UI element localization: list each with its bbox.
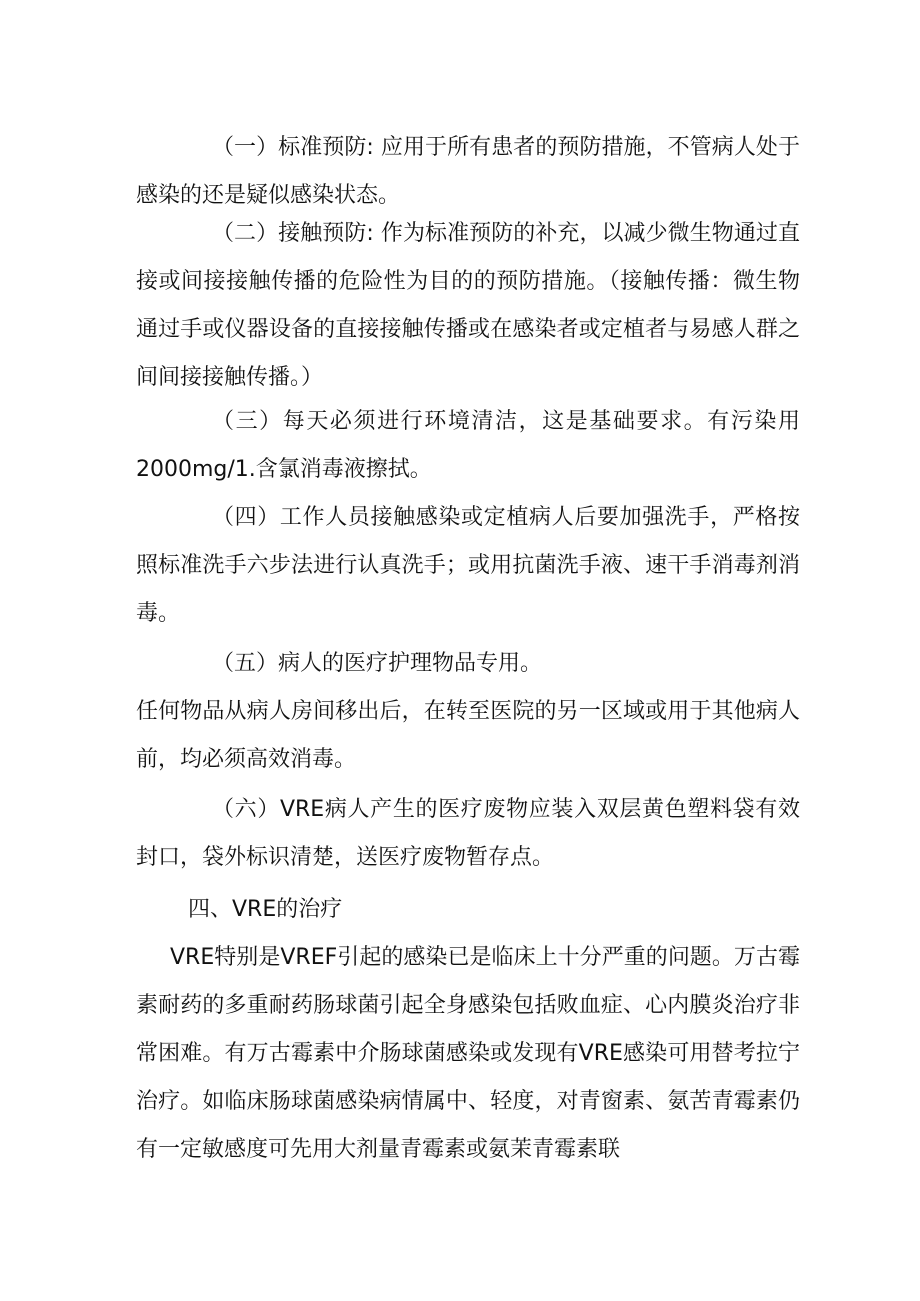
paragraph-dedicated-items: （五）病人的医疗护理物品专用。 [212,651,543,676]
paragraph-vre-treatment: VRE特别是VREF引起的感染已是临床上十分严重的问题。万古霉素耐药的多重耐药肠球菌引起全身感染包括败血症、心内膜炎治疗非常困难。有万古霉素中介肠球菌感染或发现有VRE感染可用替考拉宁治疗。如临床肠球菌感染病情属中、轻度，对青窗素、氨苦青霉素仍有一定敏感度可先用大剂量青霉素或氨茉青霉素联 [136,945,800,1162]
paragraph-item-disinfection: 任何物品从病人房间移出后，在转至医院的另一区域或用于其他病人前，均必须高效消毒。 [136,699,800,772]
paragraph-hand-washing: （四）工作人员接触感染或定植病人后要加强洗手，严格按照标准洗手六步法进行认真洗手；或用抗菌洗手液、速干手消毒剂消毒。 [136,505,800,626]
paragraph-environment-cleaning: （三）每天必须进行环境清洁，这是基础要求。有污染用2000mg/1.含氯消毒液擦拭。 [136,409,800,482]
paragraph-medical-waste: （六）VRE病人产生的医疗废物应装入双层黄色塑料袋有效封口，袋外标识清楚，送医疗废物暂存点。 [136,797,800,870]
section-heading-vre-treatment: 四、VRE的治疗 [188,897,343,922]
paragraph-contact-precaution: （二）接触预防: 作为标准预防的补充，以减少微生物通过直接或间接接触传播的危险性为目的的预防措施。（接触传播：微生物通过手或仪器设备的直接接触传播或在感染者或定植者与易感人群之间间接接触传播。） [136,221,800,390]
paragraph-standard-precaution: （一）标准预防: 应用于所有患者的预防措施，不管病人处于感染的还是疑似感染状态。 [136,135,800,208]
